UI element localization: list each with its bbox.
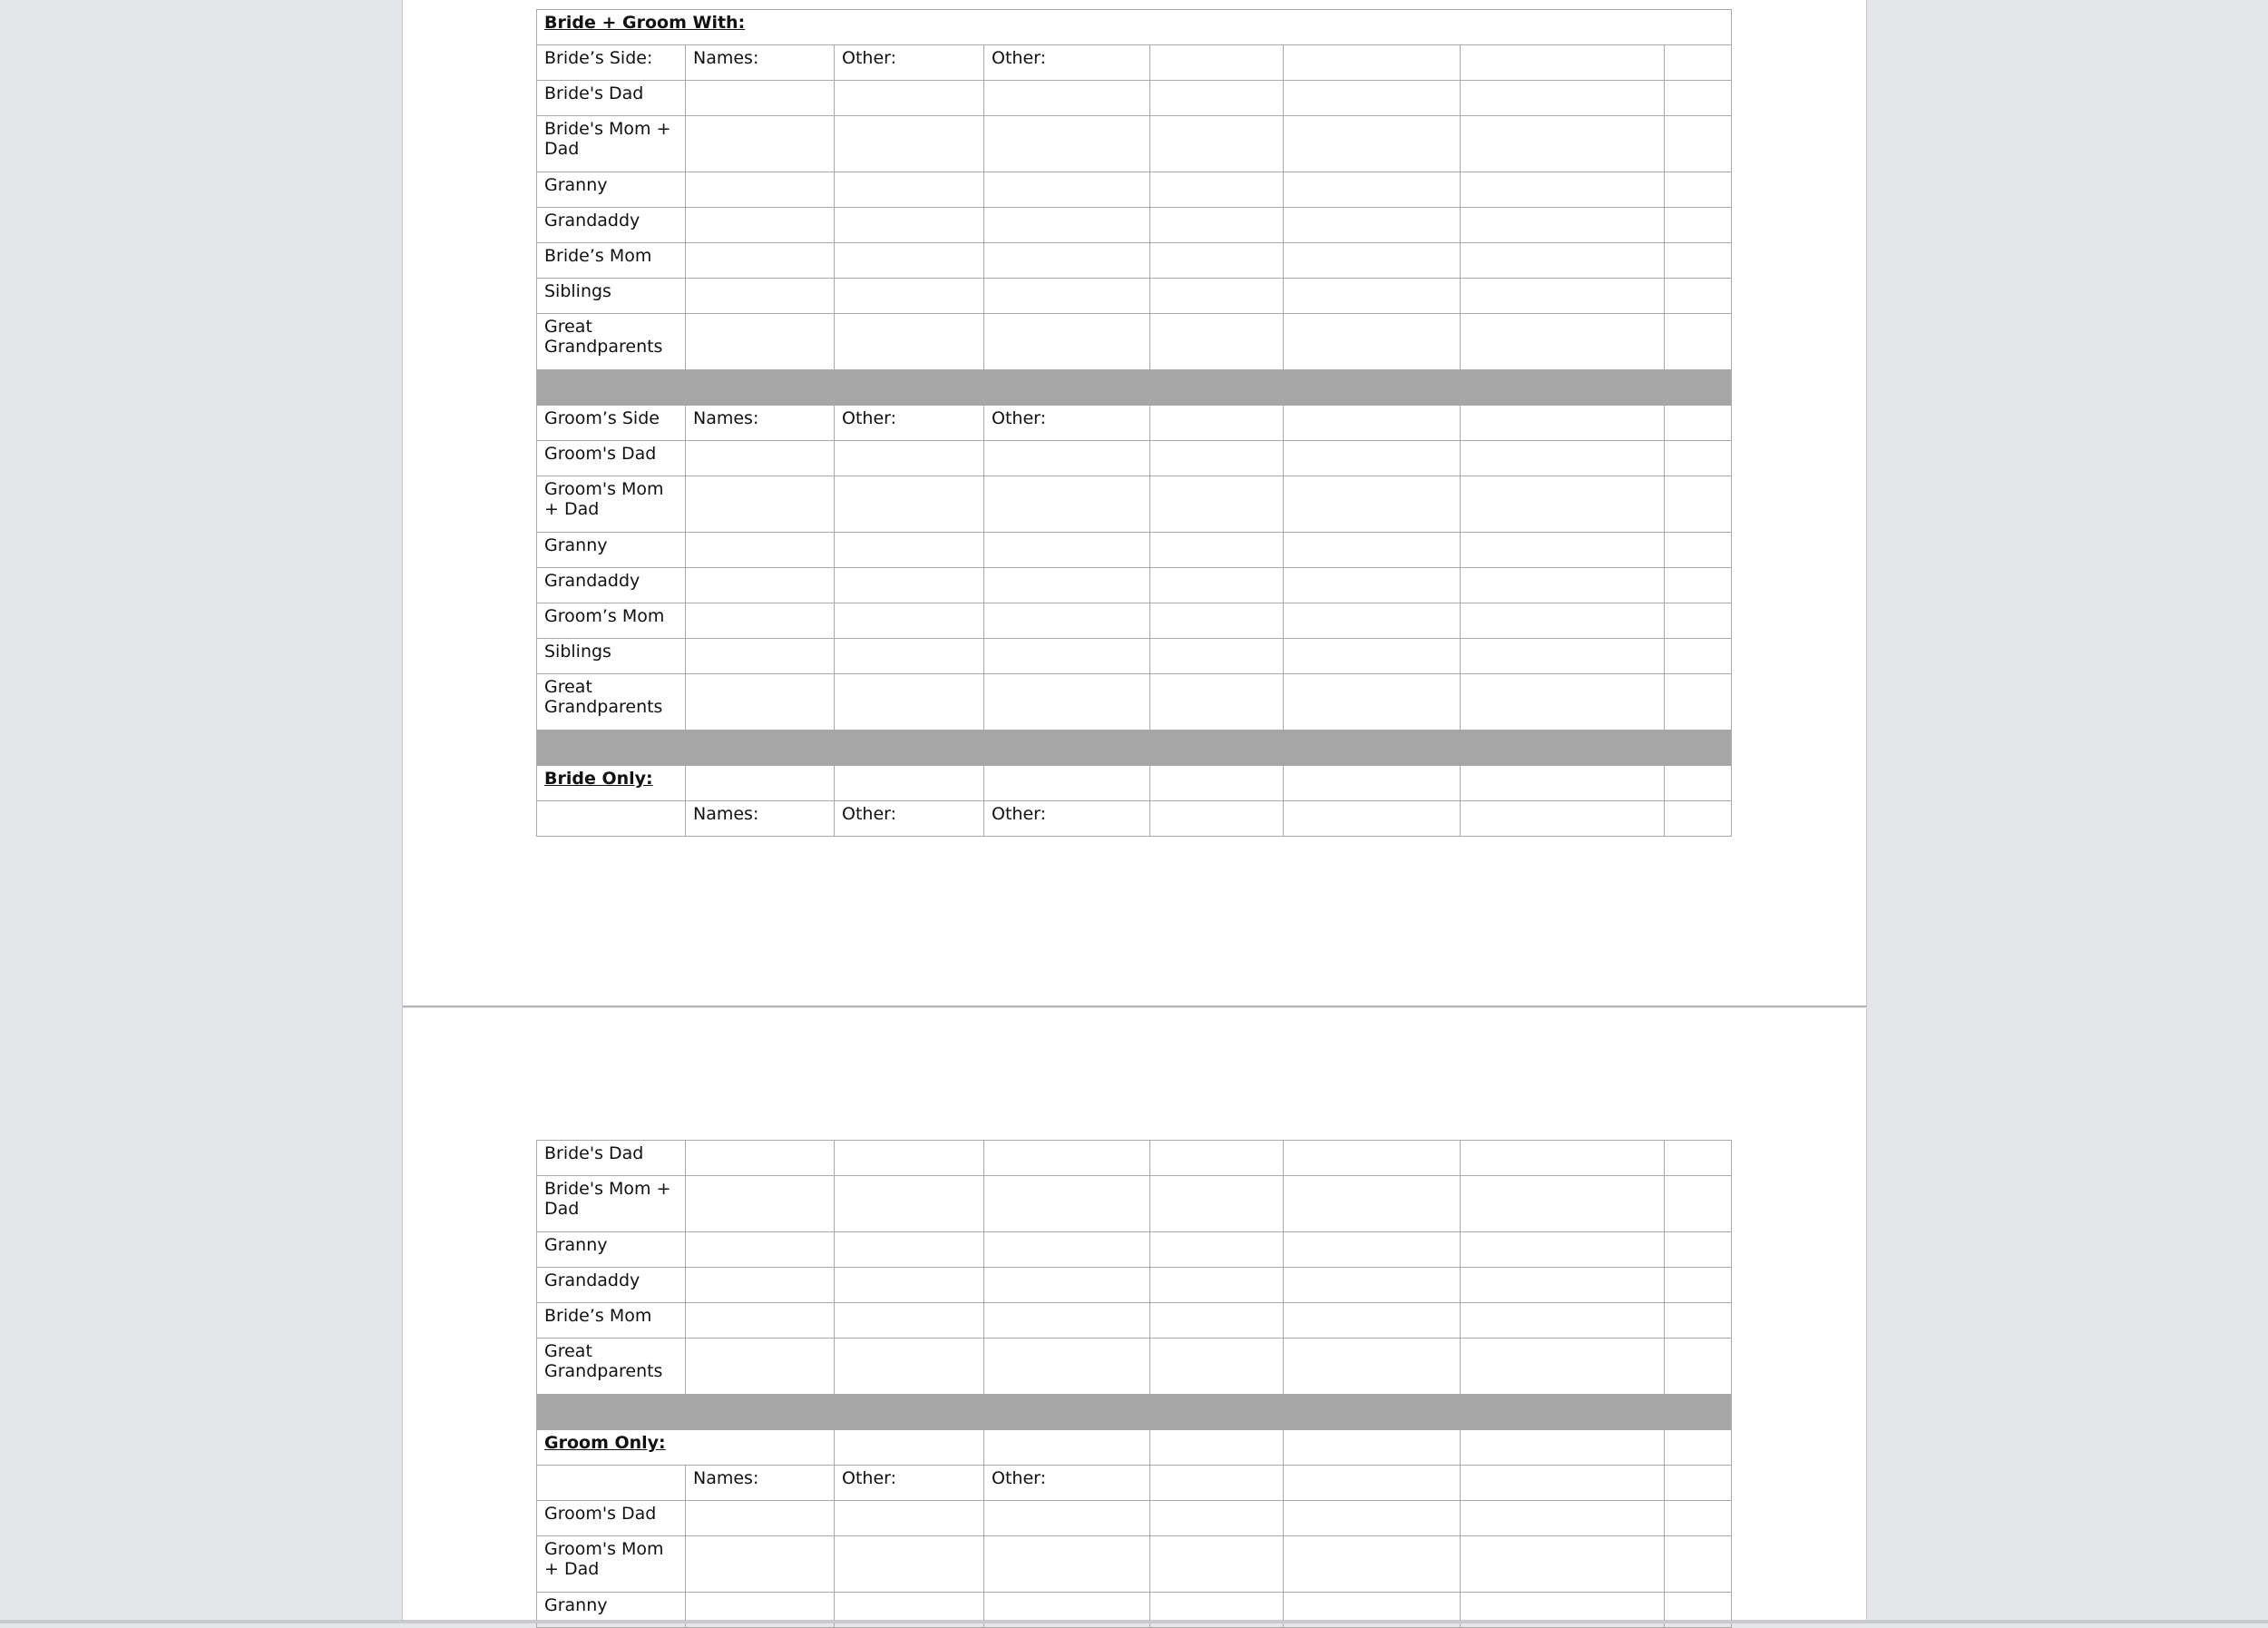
table-cell[interactable] <box>1150 172 1284 208</box>
table-cell[interactable] <box>1665 279 1732 314</box>
table-cell[interactable] <box>1150 1430 1284 1466</box>
table-cell[interactable] <box>1150 441 1284 476</box>
table-row <box>537 172 1732 208</box>
table-cell[interactable] <box>835 81 984 116</box>
table-cell[interactable] <box>1665 1141 1732 1176</box>
row-label-cell[interactable]: Groom's Mom + Dad <box>537 1536 686 1593</box>
row-label-cell[interactable]: Groom's Dad <box>537 1501 686 1536</box>
table-cell[interactable] <box>1150 801 1284 837</box>
table-cell[interactable] <box>1150 314 1284 370</box>
row-label-cell[interactable]: Groom's Dad <box>537 441 686 476</box>
table-cell[interactable] <box>686 314 835 370</box>
table-row <box>537 314 1732 370</box>
table-cell[interactable]: Other: <box>835 1466 984 1501</box>
table-cell[interactable] <box>1461 603 1665 639</box>
separator-cell <box>1461 370 1665 406</box>
table-cell[interactable] <box>1284 801 1461 837</box>
row-label-cell[interactable]: Groom’s Side <box>537 406 686 441</box>
separator-cell <box>686 370 835 406</box>
table-cell[interactable] <box>1284 172 1461 208</box>
table-cell[interactable] <box>1461 1501 1665 1536</box>
table-row <box>537 1339 1732 1395</box>
table-row <box>537 533 1732 568</box>
table-cell[interactable] <box>984 1430 1150 1466</box>
separator-row <box>537 1395 1732 1430</box>
table-cell[interactable] <box>984 81 1150 116</box>
table-cell[interactable] <box>835 441 984 476</box>
table-cell[interactable] <box>1150 45 1284 81</box>
table-cell[interactable] <box>984 1501 1150 1536</box>
table-cell[interactable] <box>1284 1303 1461 1339</box>
table-cell[interactable]: Names: <box>686 406 835 441</box>
table-cell[interactable] <box>1284 1232 1461 1268</box>
table-cell[interactable] <box>984 1141 1150 1176</box>
table-cell[interactable] <box>1150 639 1284 674</box>
table-cell[interactable] <box>1461 208 1665 243</box>
row-label-cell[interactable]: Bride's Dad <box>537 81 686 116</box>
table-cell[interactable] <box>1284 45 1461 81</box>
row-label-cell[interactable]: Bride’s Side: <box>537 45 686 81</box>
row-label-cell[interactable]: Bride's Mom + Dad <box>537 1176 686 1232</box>
separator-cell <box>835 731 984 766</box>
row-label-cell[interactable]: Grandaddy <box>537 1268 686 1303</box>
table-cell[interactable] <box>686 1303 835 1339</box>
separator-cell <box>1461 731 1665 766</box>
section-heading-row <box>537 1430 1732 1466</box>
table-cell[interactable] <box>984 674 1150 731</box>
table-cell[interactable] <box>984 1268 1150 1303</box>
table-cell[interactable] <box>1461 441 1665 476</box>
table-cell[interactable] <box>1150 1141 1284 1176</box>
row-label-cell[interactable]: Great Grandparents <box>537 674 686 731</box>
table-cell[interactable] <box>1461 533 1665 568</box>
table-cell[interactable] <box>835 603 984 639</box>
table-cell[interactable] <box>1284 603 1461 639</box>
table-cell[interactable] <box>1665 1536 1732 1593</box>
table-cell[interactable] <box>984 1339 1150 1395</box>
table-cell[interactable] <box>1461 116 1665 172</box>
table-cell[interactable] <box>1150 1268 1284 1303</box>
table-row <box>537 1466 1732 1501</box>
table-cell[interactable] <box>1665 441 1732 476</box>
table-cell[interactable] <box>1284 243 1461 279</box>
table-cell[interactable] <box>835 1268 984 1303</box>
table-row <box>537 639 1732 674</box>
table-cell[interactable]: Other: <box>984 1466 1150 1501</box>
row-label-cell[interactable]: Bride’s Mom <box>537 243 686 279</box>
separator-row <box>537 370 1732 406</box>
section-heading: Bride Only: <box>537 766 686 801</box>
separator-cell <box>1665 731 1732 766</box>
table-cell[interactable] <box>1461 476 1665 533</box>
table-cell[interactable] <box>686 476 835 533</box>
table-cell[interactable] <box>686 766 835 801</box>
row-label-cell[interactable]: Bride's Mom + Dad <box>537 116 686 172</box>
table-cell[interactable] <box>1461 1141 1665 1176</box>
separator-cell <box>686 731 835 766</box>
row-label-cell[interactable]: Siblings <box>537 279 686 314</box>
table-cell[interactable] <box>1284 476 1461 533</box>
table-cell[interactable] <box>1461 1339 1665 1395</box>
table-cell[interactable] <box>686 441 835 476</box>
table-cell[interactable] <box>1284 1466 1461 1501</box>
table-body <box>537 10 1732 837</box>
table-cell[interactable] <box>1284 1536 1461 1593</box>
row-label-cell[interactable]: Grandaddy <box>537 208 686 243</box>
separator-cell <box>984 1395 1150 1430</box>
table-cell[interactable] <box>1150 116 1284 172</box>
table-row <box>537 476 1732 533</box>
table-cell[interactable] <box>835 314 984 370</box>
table-cell[interactable]: Other: <box>984 406 1150 441</box>
table-cell[interactable] <box>1150 1176 1284 1232</box>
table-cell[interactable] <box>686 208 835 243</box>
table-cell[interactable] <box>686 1232 835 1268</box>
table-cell[interactable] <box>835 116 984 172</box>
table-cell[interactable] <box>835 1141 984 1176</box>
table-cell[interactable] <box>686 674 835 731</box>
table-cell[interactable] <box>1284 1141 1461 1176</box>
table-cell[interactable] <box>835 674 984 731</box>
table-cell[interactable] <box>1150 766 1284 801</box>
separator-cell <box>1461 1395 1665 1430</box>
table-row <box>537 1536 1732 1593</box>
separator-cell <box>984 370 1150 406</box>
table-cell[interactable] <box>1665 603 1732 639</box>
table-row <box>537 116 1732 172</box>
table-cell[interactable] <box>1461 1536 1665 1593</box>
table-cell[interactable] <box>835 243 984 279</box>
table-cell[interactable] <box>1150 1303 1284 1339</box>
separator-cell <box>835 1395 984 1430</box>
table-cell[interactable] <box>1150 406 1284 441</box>
table-row <box>537 1268 1732 1303</box>
table-cell[interactable] <box>835 1536 984 1593</box>
table-cell[interactable] <box>1284 533 1461 568</box>
table-cell[interactable] <box>1665 116 1732 172</box>
table-cell[interactable] <box>1665 406 1732 441</box>
separator-cell <box>1284 731 1461 766</box>
table-cell[interactable] <box>1461 801 1665 837</box>
table-cell[interactable] <box>1665 1176 1732 1232</box>
table-cell[interactable] <box>984 476 1150 533</box>
table-cell[interactable] <box>1461 172 1665 208</box>
table-row <box>537 674 1732 731</box>
row-label-cell[interactable]: Siblings <box>537 639 686 674</box>
table-cell[interactable]: Other: <box>835 406 984 441</box>
table-cell[interactable]: Names: <box>686 1466 835 1501</box>
row-label-cell[interactable]: Granny <box>537 172 686 208</box>
separator-cell <box>1665 1395 1732 1430</box>
table-cell[interactable]: Other: <box>984 45 1150 81</box>
table-row <box>537 243 1732 279</box>
table-cell[interactable] <box>984 172 1150 208</box>
separator-cell <box>1150 1395 1284 1430</box>
table-cell[interactable] <box>1665 1232 1732 1268</box>
family-photo-table-1 <box>536 9 1732 837</box>
table-cell[interactable] <box>984 1232 1150 1268</box>
table-cell[interactable] <box>1284 208 1461 243</box>
table-cell[interactable]: Other: <box>835 801 984 837</box>
table-row <box>537 1501 1732 1536</box>
table-cell[interactable] <box>984 243 1150 279</box>
table-cell[interactable] <box>1461 406 1665 441</box>
table-cell[interactable] <box>835 1303 984 1339</box>
table-row <box>537 568 1732 603</box>
table-cell[interactable] <box>984 603 1150 639</box>
table-cell[interactable] <box>1665 639 1732 674</box>
table-cell[interactable] <box>984 116 1150 172</box>
table-cell[interactable] <box>1150 1501 1284 1536</box>
table-cell[interactable] <box>1284 1176 1461 1232</box>
table-cell[interactable] <box>984 441 1150 476</box>
table-cell[interactable] <box>1461 45 1665 81</box>
separator-row <box>537 731 1732 766</box>
row-label-cell[interactable]: Granny <box>537 1593 686 1628</box>
section-heading: Bride + Groom With: <box>537 10 1732 45</box>
table-cell[interactable] <box>1284 766 1461 801</box>
table-cell[interactable] <box>1461 639 1665 674</box>
table-cell[interactable] <box>1461 766 1665 801</box>
table-cell[interactable] <box>835 1232 984 1268</box>
table-cell[interactable] <box>1150 243 1284 279</box>
table-cell[interactable] <box>835 766 984 801</box>
table-cell[interactable] <box>686 1536 835 1593</box>
table-cell[interactable] <box>1150 279 1284 314</box>
table-row <box>537 1232 1732 1268</box>
table-cell[interactable] <box>984 568 1150 603</box>
table-cell[interactable] <box>1461 279 1665 314</box>
table-cell[interactable] <box>835 1339 984 1395</box>
table-cell[interactable] <box>984 766 1150 801</box>
table-cell[interactable] <box>1150 568 1284 603</box>
table-cell[interactable] <box>835 208 984 243</box>
separator-cell <box>1284 1395 1461 1430</box>
family-photo-table-2 <box>536 1140 1732 1628</box>
row-label-cell[interactable]: Granny <box>537 533 686 568</box>
separator-cell <box>835 370 984 406</box>
table-cell[interactable] <box>1284 568 1461 603</box>
table-cell[interactable] <box>1284 116 1461 172</box>
table-cell[interactable] <box>686 1501 835 1536</box>
table-cell[interactable] <box>1284 1339 1461 1395</box>
table-cell[interactable] <box>1665 1466 1732 1501</box>
table-cell[interactable] <box>1284 406 1461 441</box>
row-label-cell[interactable]: Great Grandparents <box>537 1339 686 1395</box>
table-cell[interactable] <box>686 1141 835 1176</box>
table-cell[interactable] <box>1665 1430 1732 1466</box>
table-cell[interactable] <box>1665 766 1732 801</box>
table-cell[interactable] <box>835 639 984 674</box>
document-page-2 <box>402 1008 1867 1623</box>
table-cell[interactable] <box>984 533 1150 568</box>
table-cell[interactable] <box>835 1176 984 1232</box>
table-cell[interactable] <box>1665 533 1732 568</box>
table-cell[interactable] <box>1150 1232 1284 1268</box>
separator-cell <box>1284 370 1461 406</box>
table-row <box>537 603 1732 639</box>
table-row <box>537 406 1732 441</box>
table-cell[interactable]: Names: <box>686 801 835 837</box>
table-row <box>537 279 1732 314</box>
separator-cell <box>984 731 1150 766</box>
table-cell[interactable] <box>835 568 984 603</box>
table-cell[interactable] <box>1461 314 1665 370</box>
table-cell[interactable] <box>835 476 984 533</box>
table-cell[interactable] <box>835 1501 984 1536</box>
table-row <box>537 1176 1732 1232</box>
table-cell[interactable] <box>1150 1536 1284 1593</box>
table-cell[interactable] <box>686 603 835 639</box>
table-cell[interactable] <box>686 279 835 314</box>
table-cell[interactable] <box>1665 1268 1732 1303</box>
section-heading-row <box>537 10 1732 45</box>
section-heading-row <box>537 766 1732 801</box>
table-cell[interactable] <box>1665 314 1732 370</box>
table-cell[interactable] <box>1150 533 1284 568</box>
table-cell[interactable] <box>1665 1501 1732 1536</box>
table-cell[interactable] <box>1461 1268 1665 1303</box>
table-row <box>537 801 1732 837</box>
row-label-cell[interactable]: Granny <box>537 1232 686 1268</box>
table-cell[interactable]: Other: <box>835 45 984 81</box>
table-body <box>537 1141 1732 1628</box>
table-cell[interactable] <box>1284 1430 1461 1466</box>
table-cell[interactable] <box>686 1176 835 1232</box>
table-cell[interactable] <box>1665 476 1732 533</box>
table-cell[interactable] <box>984 314 1150 370</box>
table-cell[interactable] <box>835 279 984 314</box>
table-cell[interactable] <box>1284 639 1461 674</box>
table-cell[interactable] <box>835 172 984 208</box>
table-cell[interactable] <box>1150 476 1284 533</box>
table-cell[interactable] <box>1150 1466 1284 1501</box>
table-cell[interactable] <box>1665 208 1732 243</box>
row-label-cell[interactable]: Bride's Dad <box>537 1141 686 1176</box>
table-cell[interactable] <box>686 533 835 568</box>
row-label-cell[interactable]: Bride’s Mom <box>537 1303 686 1339</box>
table-cell[interactable] <box>1461 1430 1665 1466</box>
table-cell[interactable] <box>1461 674 1665 731</box>
table-row <box>537 208 1732 243</box>
row-label-cell[interactable]: Grandaddy <box>537 568 686 603</box>
row-label-cell[interactable]: Groom’s Mom <box>537 603 686 639</box>
separator-cell <box>537 731 686 766</box>
table-cell[interactable] <box>1665 568 1732 603</box>
table-cell[interactable] <box>686 243 835 279</box>
table-row <box>537 441 1732 476</box>
table-cell[interactable]: Names: <box>686 45 835 81</box>
table-cell[interactable] <box>1665 1339 1732 1395</box>
table-cell[interactable] <box>1284 1268 1461 1303</box>
table-cell[interactable] <box>1461 1176 1665 1232</box>
table-cell[interactable] <box>984 279 1150 314</box>
table-cell[interactable] <box>1150 603 1284 639</box>
table-cell[interactable] <box>1284 674 1461 731</box>
separator-cell <box>1150 370 1284 406</box>
row-label-cell[interactable] <box>537 1466 686 1501</box>
table-cell[interactable] <box>1150 208 1284 243</box>
table-cell[interactable] <box>1461 1303 1665 1339</box>
table-cell[interactable] <box>1461 568 1665 603</box>
table-cell[interactable] <box>1665 674 1732 731</box>
separator-cell <box>1150 731 1284 766</box>
table-cell[interactable] <box>1461 81 1665 116</box>
table-cell[interactable] <box>686 1339 835 1395</box>
table-cell[interactable] <box>1284 81 1461 116</box>
table-cell[interactable] <box>835 533 984 568</box>
table-cell[interactable] <box>835 1430 984 1466</box>
row-label-cell[interactable]: Groom's Mom + Dad <box>537 476 686 533</box>
table-cell[interactable] <box>984 639 1150 674</box>
row-label-cell[interactable]: Great Grandparents <box>537 314 686 370</box>
table-cell[interactable] <box>1150 1339 1284 1395</box>
table-row <box>537 81 1732 116</box>
table-cell[interactable] <box>686 81 835 116</box>
table-cell[interactable] <box>1665 81 1732 116</box>
table-cell[interactable] <box>1284 279 1461 314</box>
table-cell[interactable] <box>1284 441 1461 476</box>
table-cell[interactable] <box>686 639 835 674</box>
table-cell[interactable] <box>1665 243 1732 279</box>
table-cell[interactable] <box>1665 172 1732 208</box>
table-cell[interactable] <box>984 208 1150 243</box>
separator-cell <box>537 370 686 406</box>
table-cell[interactable] <box>1461 1232 1665 1268</box>
separator-cell <box>1665 370 1732 406</box>
table-cell[interactable] <box>1284 1501 1461 1536</box>
table-cell[interactable] <box>686 116 835 172</box>
table-cell[interactable] <box>1150 674 1284 731</box>
separator-cell <box>686 1395 835 1430</box>
table-cell[interactable] <box>1665 1303 1732 1339</box>
table-cell[interactable] <box>984 1303 1150 1339</box>
table-cell[interactable] <box>686 172 835 208</box>
table-cell[interactable] <box>1461 243 1665 279</box>
separator-cell <box>537 1395 686 1430</box>
row-label-cell[interactable] <box>537 801 686 837</box>
section-heading: Groom Only: <box>537 1430 835 1466</box>
table-cell[interactable] <box>1665 801 1732 837</box>
table-cell[interactable] <box>686 568 835 603</box>
table-row <box>537 1141 1732 1176</box>
table-cell[interactable]: Other: <box>984 801 1150 837</box>
table-row <box>537 1303 1732 1339</box>
document-page-1 <box>402 0 1867 1007</box>
table-cell[interactable] <box>1461 1466 1665 1501</box>
table-cell[interactable] <box>1665 45 1732 81</box>
table-cell[interactable] <box>984 1176 1150 1232</box>
table-cell[interactable] <box>1150 81 1284 116</box>
table-cell[interactable] <box>984 1536 1150 1593</box>
table-cell[interactable] <box>1284 314 1461 370</box>
table-row <box>537 45 1732 81</box>
horizontal-scrollbar[interactable] <box>0 1620 2268 1623</box>
table-cell[interactable] <box>686 1268 835 1303</box>
